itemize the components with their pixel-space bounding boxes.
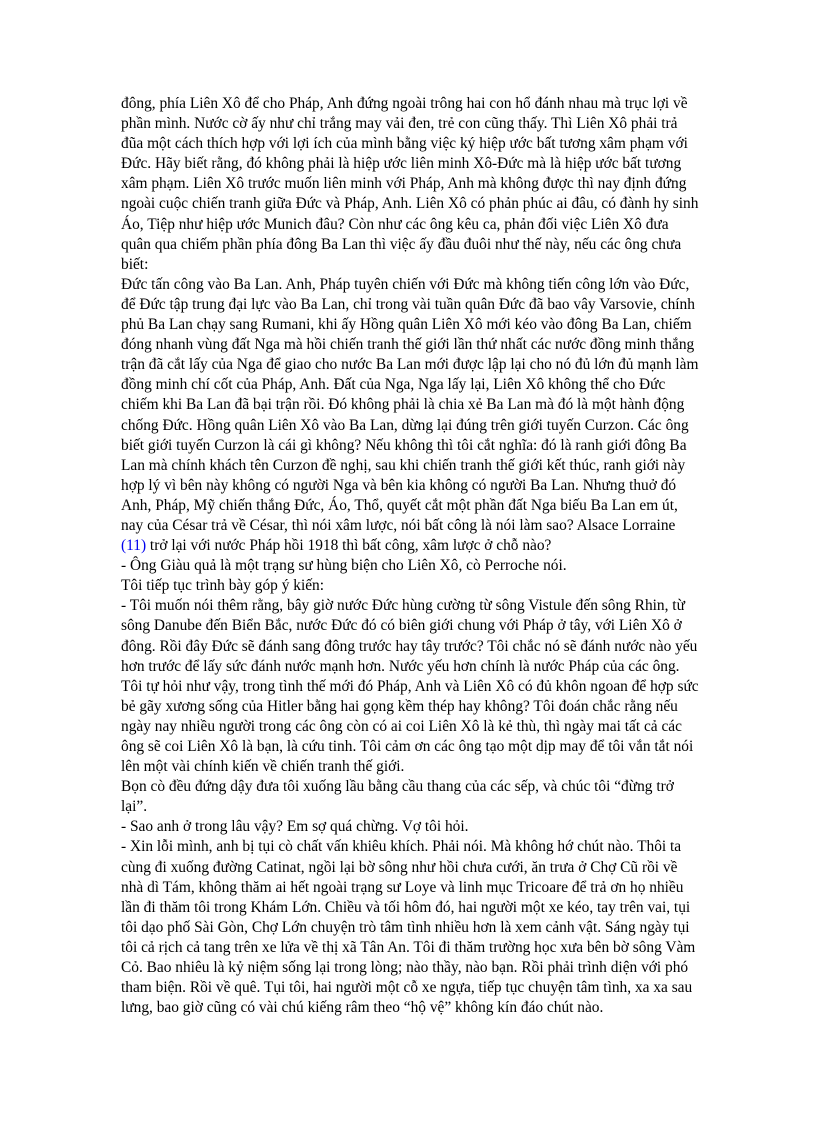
paragraph	[121, 576, 701, 596]
paragraph-text: - Sao anh ở trong lâu vậy? Em sợ quá chừng. Vợ tôi hỏi.	[121, 818, 469, 836]
paragraph	[121, 817, 701, 837]
paragraph-text: - Tôi muốn nói thêm rằng, bây giờ nước Đức hùng cường từ sông Vistule đến sông Rhin, từ sông Danube đến Biển Bắc, nước Đức đó có biên giới chung với Pháp ở tây, với Liên Xô ở đông. Rồi đây Đức sẽ đánh sang đông trước hay tây trước? Tôi chắc nó sẽ đánh nước nào yếu hơn trước để lấy sức đánh nước mạnh hơn. Nước yếu hơn chính là nước Pháp của các ông. Tôi tự hỏi như vậy, trong tình thế mới đó Pháp, Anh và Liên Xô có đủ khôn ngoan để hợp sức bẻ gãy xương sống của Hitler bằng hai gọng kềm thép hay không? Tôi đoán chắc rằng nếu ngày nay nhiều người trong các ông còn có ai coi Liên Xô là kẻ thù, thì ngày mai tất cả các ông sẽ coi Liên Xô là bạn, là cứu tinh. Tôi cảm ơn các ông tạo một dịp may để tôi vắn tắt nói lên một vài chính kiến về chiến tranh thế giới.	[121, 597, 699, 776]
paragraph	[121, 837, 701, 1018]
paragraph	[121, 94, 701, 275]
paragraph	[121, 275, 701, 556]
footnote-link[interactable]: (11)	[121, 537, 147, 555]
paragraph-text: - Ông Giàu quả là một trạng sư hùng biện cho Liên Xô, cò Perroche nói.	[121, 557, 567, 575]
paragraph-text: - Xin lỗi mình, anh bị tụi cò chất vấn khiêu khích. Phải nói. Mà không hớ chút nào. Thôi ta cùng đi xuống đường Catinat, ngồi lại bờ sông như hồi chưa cưới, ăn trưa ở Chợ Cũ rồi về nhà dì Tám, không thăm ai hết ngoài trạng sư Loye và linh mục Tricoare để trả ơn họ nhiều lần đi thăm tôi trong Khám Lớn. Chiều và tối hôm đó, hai người một xe kéo, tay trên vai, tụi tôi dạo phố Sài Gòn, Chợ Lớn chuyện trò tâm tình nhiều hơn là xem cảnh vật. Sáng ngày tụi tôi cả rịch cả tang trên xe lửa về thị xã Tân An. Tôi đi thăm trường học xưa bên bờ sông Vàm Cỏ. Bao nhiêu là kỷ niệm sống lại trong lòng; nào thầy, nào bạn. Rồi phải trình diện với phó tham biện. Rồi về quê. Tụi tôi, hai người một cỗ xe ngựa, tiếp tục chuyện tâm tình, xa xa sau lưng, bao giờ cũng có vài chú kiếng râm theo “hộ vệ” không kín đáo chút nào.	[121, 838, 696, 1017]
paragraph-text: Tôi tiếp tục trình bày góp ý kiến:	[121, 577, 325, 595]
paragraph	[121, 777, 701, 817]
document-page	[121, 94, 701, 1018]
paragraph-text: Đức tấn công vào Ba Lan. Anh, Pháp tuyên chiến với Đức mà không tiến công lớn vào Đức, để Đức tập trung đại lực vào Ba Lan, chỉ trong vài tuần quân Đức đã bao vây Varsovie, chính phủ Ba Lan chạy sang Rumani, khi ấy Hồng quân Liên Xô mới kéo vào đông Ba Lan, chiếm đóng nhanh vùng đất Nga mà hồi chiến tranh thế giới lần thứ nhất các nước đồng minh thắng trận đã cắt lấy của Nga để giao cho nước Ba Lan mới được lập lại cho nó đủ lớn đủ mạnh làm đồng minh chí cốt của Pháp, Anh. Đất của Nga, Nga lấy lại, Liên Xô không thể cho Đức chiếm khi Ba Lan đã bại trận rồi. Đó không phải là chia xẻ Ba Lan mà đó là một hành động chống Đức. Hồng quân Liên Xô vào Ba Lan, dừng lại đúng trên giới tuyến Curzon. Các ông biết giới tuyến Curzon là cái gì không? Nếu không thì tôi cắt nghĩa: đó là ranh giới đông Ba Lan mà chính khách tên Curzon đề nghị, sau khi chiến tranh thế giới kết thúc, ranh giới này hợp lý vì bên này không có người Nga và bên kia không có người Ba Lan. Nhưng thuở đó Anh, Pháp, Mỹ chiến thắng Đức, Áo, Thổ, quyết cắt một phần đất Nga biếu Ba Lan em út, nay của César trả về César, thì nói xâm lược, nói bất công là nói làm sao? Alsace Lorraine	[121, 275, 699, 534]
paragraph-text: đông, phía Liên Xô để cho Pháp, Anh đứng ngoài trông hai con hổ đánh nhau mà trục lợi về phần mình. Nước cờ ấy như chỉ trắng may vải đen, trẻ con cũng thấy. Thì Liên Xô phải trả đũa một cách thích hợp với lợi ích của mình bằng việc ký hiệp ước bất tương xâm phạm với Đức. Hãy biết rằng, đó không phải là hiệp ước liên minh Xô-Đức mà là hiệp ước bất tương xâm phạm. Liên Xô trước muốn liên minh với Pháp, Anh mà không được thì nay định đứng ngoài cuộc chiến tranh giữa Đức và Pháp, Anh. Liên Xô có phản phúc ai đâu, có đành hy sinh Áo, Tiệp như hiệp ước Munich đâu? Còn như các ông kêu ca, phản đối việc Liên Xô đưa quân qua chiếm phần phía đông Ba Lan thì việc ấy đầu đuôi như thế này, nếu các ông chưa biết:	[121, 95, 699, 273]
paragraph	[121, 556, 701, 576]
paragraph-text: Bọn cò đều đứng dậy đưa tôi xuống lầu bằng cầu thang của các sếp, và chúc tôi “đừng trở lại”.	[121, 778, 674, 816]
paragraph	[121, 596, 701, 777]
paragraph-text: trở lại với nước Pháp hồi 1918 thì bất công, xâm lược ở chỗ nào?	[146, 537, 552, 555]
